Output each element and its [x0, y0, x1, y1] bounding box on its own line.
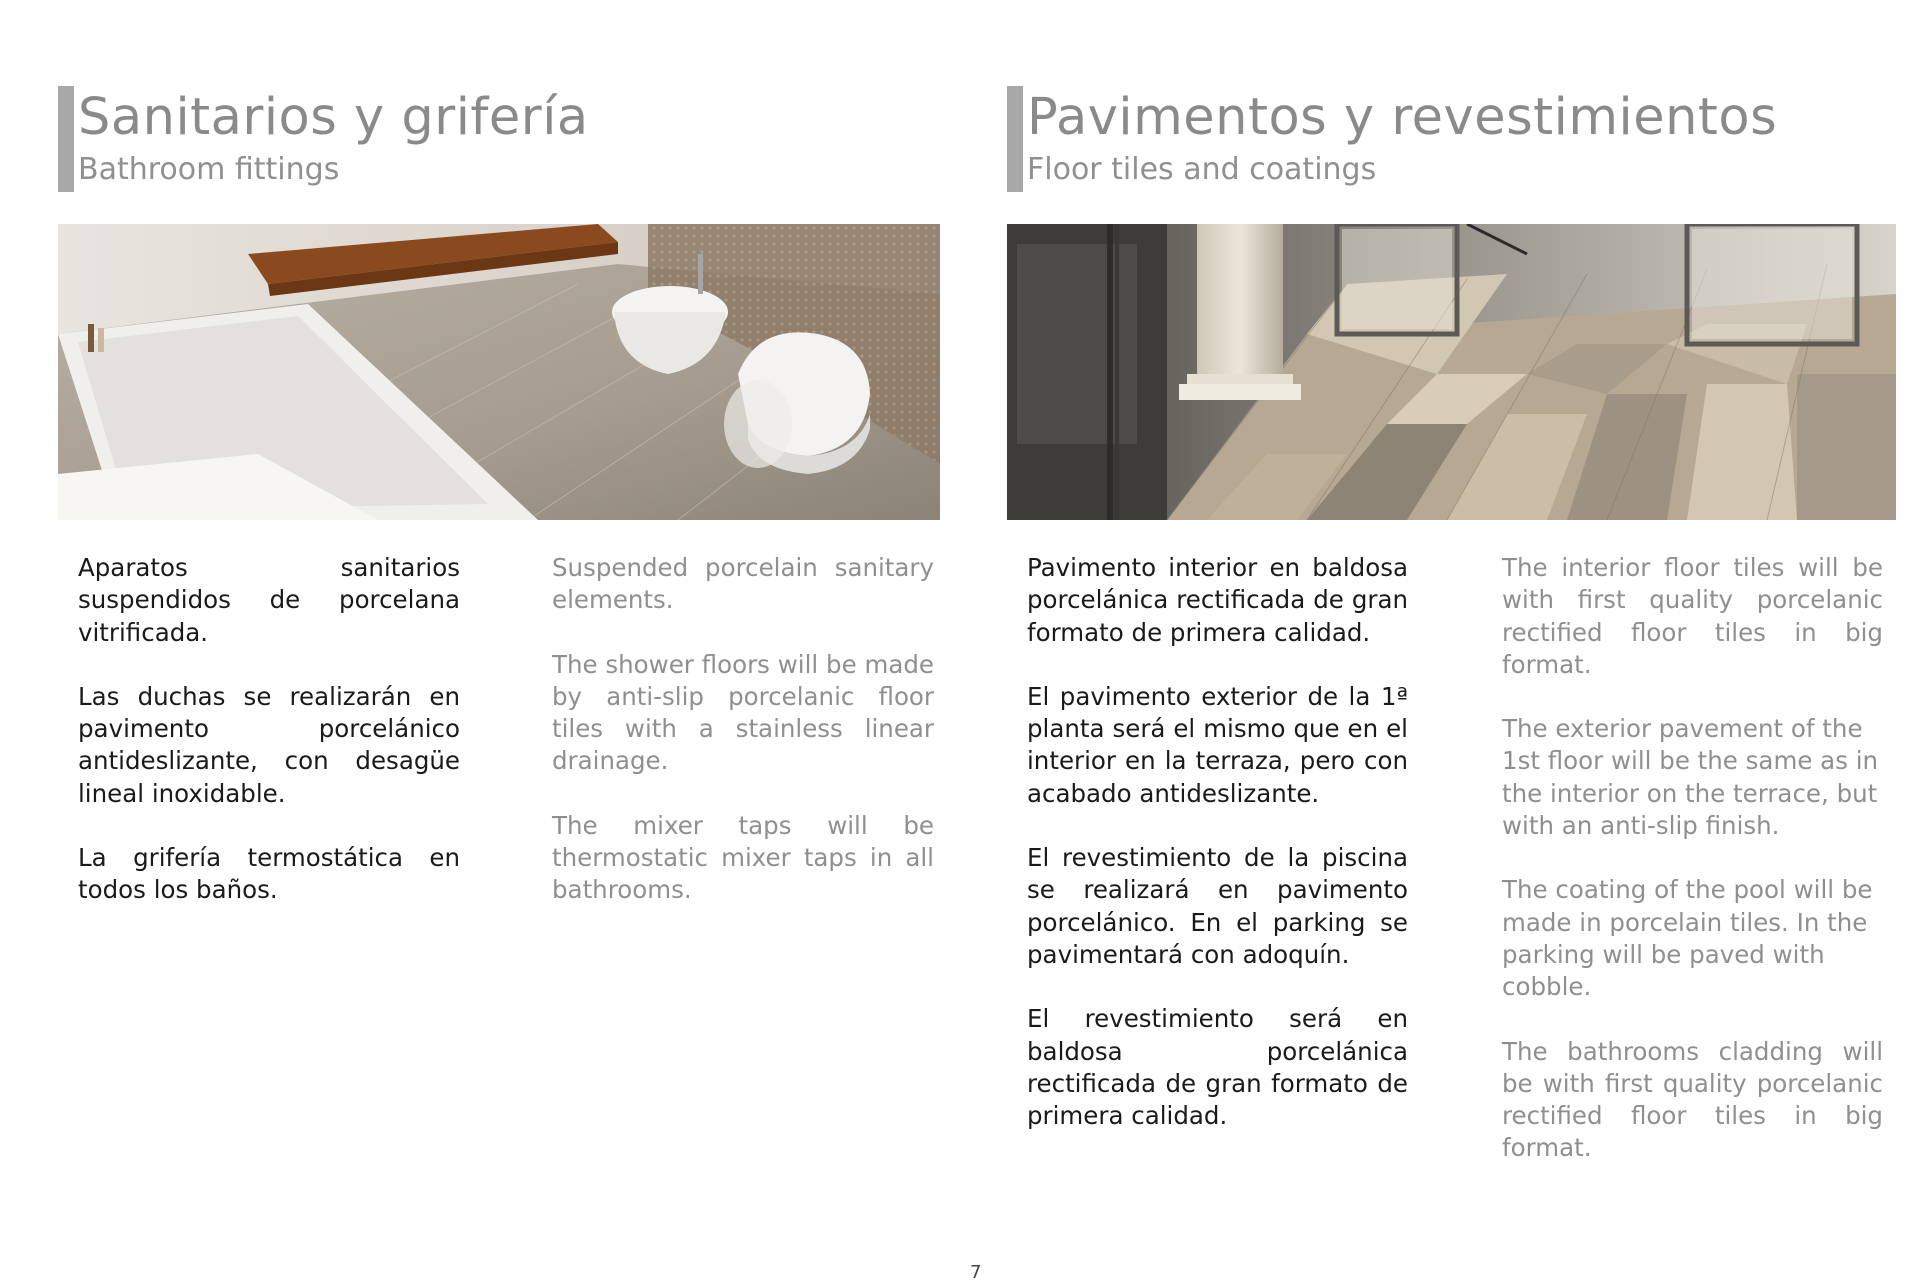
bathroom-photo: [58, 224, 940, 520]
section-subtitle: Bathroom fittings: [78, 152, 340, 187]
paragraph: Pavimento interior en baldosa porcelánica rectificada de gran formato de primera calidad.: [1027, 553, 1408, 647]
paragraph: El revestimiento será en baldosa porcelánica rectificada de gran formato de primera calidad.: [1027, 1004, 1408, 1131]
paragraph: Las duchas se realizarán en pavimento porcelánico antideslizante, con desagüe lineal inoxidable.: [78, 681, 460, 808]
flooring-spanish-text: [1027, 552, 1408, 1164]
paragraph: El pavimento exterior de la 1ª planta será el mismo que en el interior en la terraza, pero con acabado antideslizante.: [1027, 681, 1408, 808]
paragraph: The interior floor tiles will be with first quality porcelanic rectified floor tiles in big format.: [1502, 553, 1883, 679]
paragraph: La grifería termostática en todos los baños.: [78, 843, 460, 905]
section-title: Sanitarios y grifería: [78, 88, 589, 147]
paragraph: Aparatos sanitarios suspendidos de porcelana vitrificada.: [78, 553, 460, 647]
bathroom-spanish-text: [78, 552, 460, 939]
paragraph: Suspended porcelain sanitary elements.: [552, 553, 934, 615]
paragraph: The shower floors will be made by anti-slip porcelanic floor tiles with a stainless linear drainage.: [552, 649, 934, 776]
bathroom-english-text: [552, 552, 934, 939]
flooring-english-text: [1502, 552, 1883, 1197]
heading-accent-bar: [58, 86, 74, 192]
section-heading-flooring: [1007, 86, 1777, 192]
paragraph: El revestimiento de la piscina se realizará en pavimento porcelánico. En el parking se pavimentará con adoquín.: [1027, 843, 1408, 969]
paragraph: The bathrooms cladding will be with first quality porcelanic rectified floor tiles in big format.: [1502, 1036, 1883, 1163]
paragraph: The mixer taps will be thermostatic mixer taps in all bathrooms.: [552, 810, 934, 905]
heading-accent-bar: [1007, 86, 1023, 192]
section-title: Pavimentos y revestimientos: [1027, 88, 1778, 147]
section-subtitle: Floor tiles and coatings: [1027, 152, 1377, 187]
paragraph: The exterior pavement of the 1st floor will be the same as in the interior on the terrace, but with an anti-slip finish.: [1502, 714, 1879, 841]
paragraph: The coating of the pool will be made in porcelain tiles. In the parking will be paved with cobble.: [1502, 875, 1873, 1002]
page-number: 7: [970, 1262, 982, 1283]
flooring-photo: [1007, 224, 1896, 520]
section-heading-bathroom: [58, 86, 589, 192]
